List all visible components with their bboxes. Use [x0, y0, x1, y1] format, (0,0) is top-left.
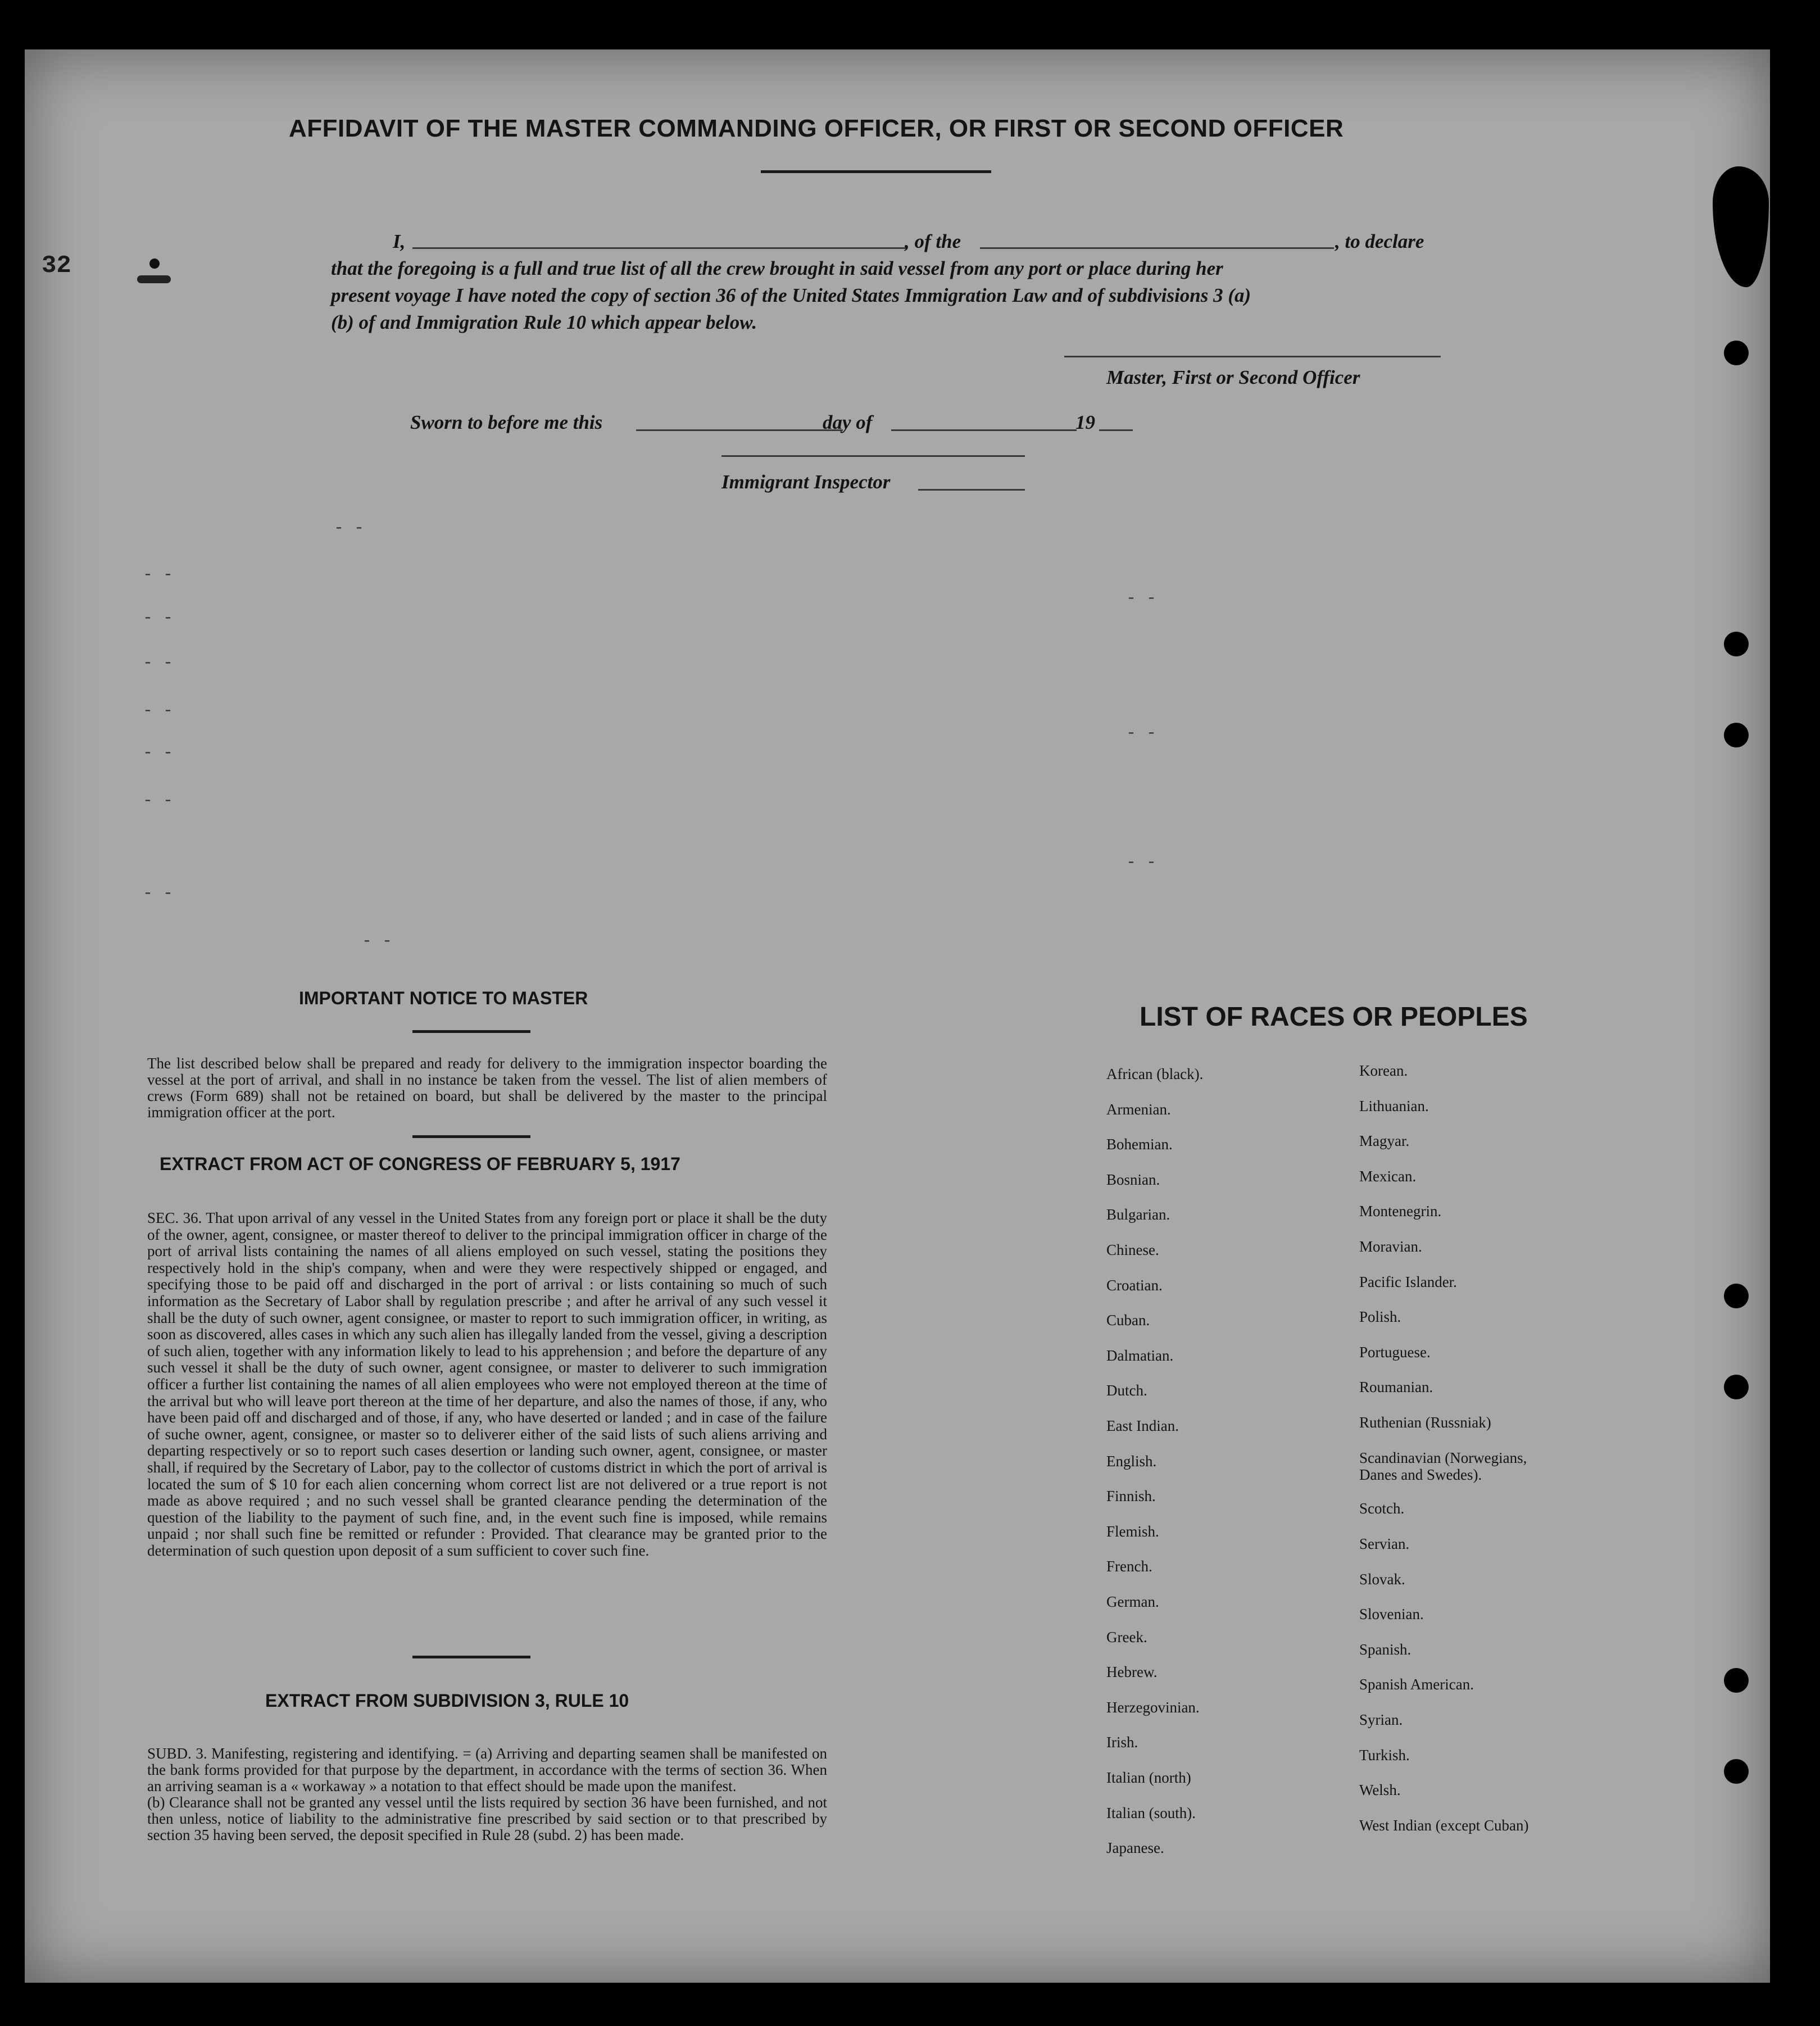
dash-mark: - -: [143, 791, 174, 810]
race-item: Greek.: [1106, 1628, 1147, 1646]
race-item: Polish.: [1359, 1308, 1401, 1326]
notice-rule: [412, 1030, 530, 1033]
dash-mark: - -: [143, 884, 174, 903]
race-item: Chinese.: [1106, 1241, 1159, 1258]
race-item: Hebrew.: [1106, 1664, 1158, 1681]
dash-mark: - -: [143, 654, 174, 673]
notice-bottom-rule: [412, 1135, 530, 1138]
race-item: Bosnian.: [1106, 1171, 1160, 1188]
race-item: German.: [1106, 1593, 1159, 1610]
race-item: Japanese.: [1106, 1839, 1164, 1857]
race-item: Mexican.: [1359, 1167, 1417, 1185]
margin-number: 32: [42, 252, 71, 280]
subdivision-body: [147, 1746, 827, 1843]
race-item: Lithuanian.: [1359, 1097, 1429, 1114]
race-item: English.: [1106, 1452, 1157, 1470]
affidavit-line-2: that the foregoing is a full and true list of all the crew brought in said vessel from any port or place during her: [331, 257, 1223, 279]
affidavit-declare: , to declare: [1335, 230, 1424, 252]
year-blank[interactable]: [1099, 429, 1133, 431]
dash-mark: - -: [334, 519, 365, 538]
subdivision-title: EXTRACT FROM SUBDIVISION 3, RULE 10: [265, 1690, 629, 1711]
race-item: Dutch.: [1106, 1382, 1147, 1399]
punch-hole: [1724, 723, 1749, 747]
race-item: Italian (north): [1106, 1769, 1191, 1786]
dash-mark: - -: [1126, 724, 1157, 743]
subdivision-paragraph-b: (b) Clearance shall not be granted any vessel until the lists required by section 36 have been furnished, and not then unless, notice of liability to the administrative fine prescribed by said section or to that prescribed by section 35 having been served, the deposit specified in Rule 28 (subd. 2) has been made.: [147, 1794, 827, 1843]
race-item: Welsh.: [1359, 1782, 1401, 1799]
act-bottom-rule: [412, 1656, 530, 1658]
day-of-label: day of: [823, 411, 873, 433]
dash-mark: - -: [1126, 853, 1157, 872]
race-item: Dalmatian.: [1106, 1347, 1174, 1364]
document-page: [25, 49, 1770, 1983]
race-item: Italian (south).: [1106, 1804, 1196, 1821]
race-item: French.: [1106, 1558, 1152, 1575]
race-item: West Indian (except Cuban): [1359, 1816, 1529, 1834]
master-label: Master, First or Second Officer: [1106, 366, 1360, 388]
race-item: Slovenian.: [1359, 1606, 1424, 1623]
ink-dot: [149, 259, 160, 269]
notice-title: IMPORTANT NOTICE TO MASTER: [299, 988, 588, 1008]
dash-mark: - -: [143, 565, 174, 584]
affidavit-title: AFFIDAVIT OF THE MASTER COMMANDING OFFICER, OR FIRST OR SECOND OFFICER: [289, 115, 1344, 142]
race-item: Finnish.: [1106, 1488, 1156, 1505]
signature-blank[interactable]: [1064, 356, 1441, 357]
ink-mark: [137, 275, 171, 283]
race-item: Cuban.: [1106, 1312, 1150, 1329]
punch-hole: [1724, 1668, 1749, 1693]
inspector-signature-blank[interactable]: [721, 455, 1025, 457]
punch-hole: [1724, 341, 1749, 365]
sworn-day-blank[interactable]: [636, 429, 843, 431]
race-item: Flemish.: [1106, 1522, 1159, 1540]
race-item: Turkish.: [1359, 1746, 1410, 1764]
sworn-month-blank[interactable]: [891, 429, 1077, 431]
dash-mark: - -: [143, 609, 174, 628]
race-item: Ruthenian (Russniak): [1359, 1414, 1491, 1431]
race-item: Scandinavian (Norwegians, Danes and Swedes).: [1359, 1449, 1527, 1483]
race-item: Scotch.: [1359, 1500, 1405, 1517]
dash-mark: - -: [143, 701, 174, 720]
race-item: Syrian.: [1359, 1711, 1403, 1728]
dash-mark: - -: [1126, 589, 1157, 608]
race-item: Croatian.: [1106, 1276, 1163, 1294]
notice-body: The list described below shall be prepared and ready for delivery to the immigration inspector boarding the vessel at the port of arrival, and shall in no instance be taken from the vessel. The list of alien members of crews (Form 689) shall not be retained on board, but shall be delivered by the master to the principal immigration officer at the port.: [147, 1055, 827, 1121]
race-item: African (black).: [1106, 1066, 1204, 1082]
punch-hole: [1724, 1759, 1749, 1784]
race-item: Bohemian.: [1106, 1136, 1173, 1153]
race-item: Portuguese.: [1359, 1343, 1431, 1361]
race-item: Servian.: [1359, 1535, 1410, 1552]
punch-hole: [1724, 1375, 1749, 1399]
race-item: Pacific Islander.: [1359, 1273, 1457, 1290]
act-title: EXTRACT FROM ACT OF CONGRESS OF FEBRUARY 5, 1917: [160, 1154, 680, 1174]
affidavit-line-3: present voyage I have noted the copy of section 36 of the United States Immigration Law and of subdivisions 3 (a): [331, 284, 1251, 306]
year-label: 19: [1075, 411, 1095, 433]
race-item: East Indian.: [1106, 1417, 1179, 1434]
subdivision-paragraph-a: SUBD. 3. Manifesting, registering and identifying. = (a) Arriving and departing seamen shall be manifested on the bank forms provided for that purpose by the department, in accordance with the terms of section 36. When an arriving seaman is a « workaway » a notation to that effect should be made upon the manifest.: [147, 1745, 827, 1794]
punch-hole: [1724, 632, 1749, 656]
inspector-label: Immigrant Inspector: [721, 471, 891, 493]
race-item: Spanish.: [1359, 1640, 1411, 1658]
race-item: Spanish American.: [1359, 1676, 1474, 1693]
race-item: Slovak.: [1359, 1570, 1405, 1588]
affidavit-i: I,: [393, 230, 406, 252]
race-item: Irish.: [1106, 1734, 1138, 1751]
race-item: Moravian.: [1359, 1238, 1422, 1255]
race-item: Bulgarian.: [1106, 1206, 1170, 1223]
race-item: Roumanian.: [1359, 1379, 1433, 1396]
ink-blot: [1713, 166, 1769, 287]
affidavit-line-4: (b) of and Immigration Rule 10 which appear below.: [331, 311, 757, 333]
affidavit-of-the: , of the: [905, 230, 961, 252]
act-body: SEC. 36. That upon arrival of any vessel in the United States from any foreign port or place it shall be the duty of the owner, agent, consignee, or master thereof to deliver to the principal immigration officer in charge of the port of arrival lists containing the names of all aliens employed on such vessel, stating the positions they respectively hold in the ship's company, when and were they were respectively shipped or engaged, and specifying those to be paid off and discharged in the port of arrival : or lists containing so much of such information as the Secretary of Labor shall by regulation prescribe ; and after he arrival of any such vessel it shall be the duty of such owner, agent consignee, or master to report to such immigration officer, in writing, as soon as discovered, alles cases in which any such alien has illegally landed from the vessel, giving a description of such alien, together with any information likely to lead to his apprehension ; and before the departure of any such vessel it shall be the duty of such owner, agent consignee, or master to deliverer to such immigration officer a further list containing the names of all alien employees who were not employed thereon at the time of the arrival but who will leave port thereon at the time of her departure, and also the names of those, if any, who have been paid off and discharged and of those, if any, who have deserted or landed ; and in case of the failure of suche owner, agent, consignee, or master so to deliverer either of the said lists of such aliens arriving and departing respectively or so to report such cases desertion or landing such owner, agent, consignee, or master shall, if required by the Secretary of Labor, pay to the collector of customs district in which the port of arrival is located the sum of $ 10 for each alien concerning whom correct list are not delivered or a true report is not made as above required ; and no such vessel shall be granted clearance pending the determination of the question of the liability to the payment of such fine, and, in the event such fine is imposed, while remains unpaid ; nor shall such fine be remitted or refunder : Provided. That clearance may be granted prior to the determination of such question upon deposit of a sum sufficient to cover such fine.: [147, 1209, 827, 1559]
race-item: Armenian.: [1106, 1100, 1171, 1118]
inspector-blank[interactable]: [918, 489, 1025, 491]
title-rule: [761, 170, 991, 173]
name-blank[interactable]: [412, 247, 907, 249]
dash-mark: - -: [143, 744, 174, 763]
race-item: Montenegrin.: [1359, 1203, 1442, 1220]
race-item: Korean.: [1359, 1062, 1408, 1079]
punch-hole: [1724, 1284, 1749, 1308]
races-title: LIST OF RACES OR PEOPLES: [1140, 1002, 1528, 1032]
dash-mark: - -: [362, 932, 393, 951]
race-item: Herzegovinian.: [1106, 1698, 1200, 1716]
race-item: Magyar.: [1359, 1132, 1410, 1150]
vessel-blank[interactable]: [980, 247, 1334, 249]
sworn-label: Sworn to before me this: [410, 411, 603, 433]
